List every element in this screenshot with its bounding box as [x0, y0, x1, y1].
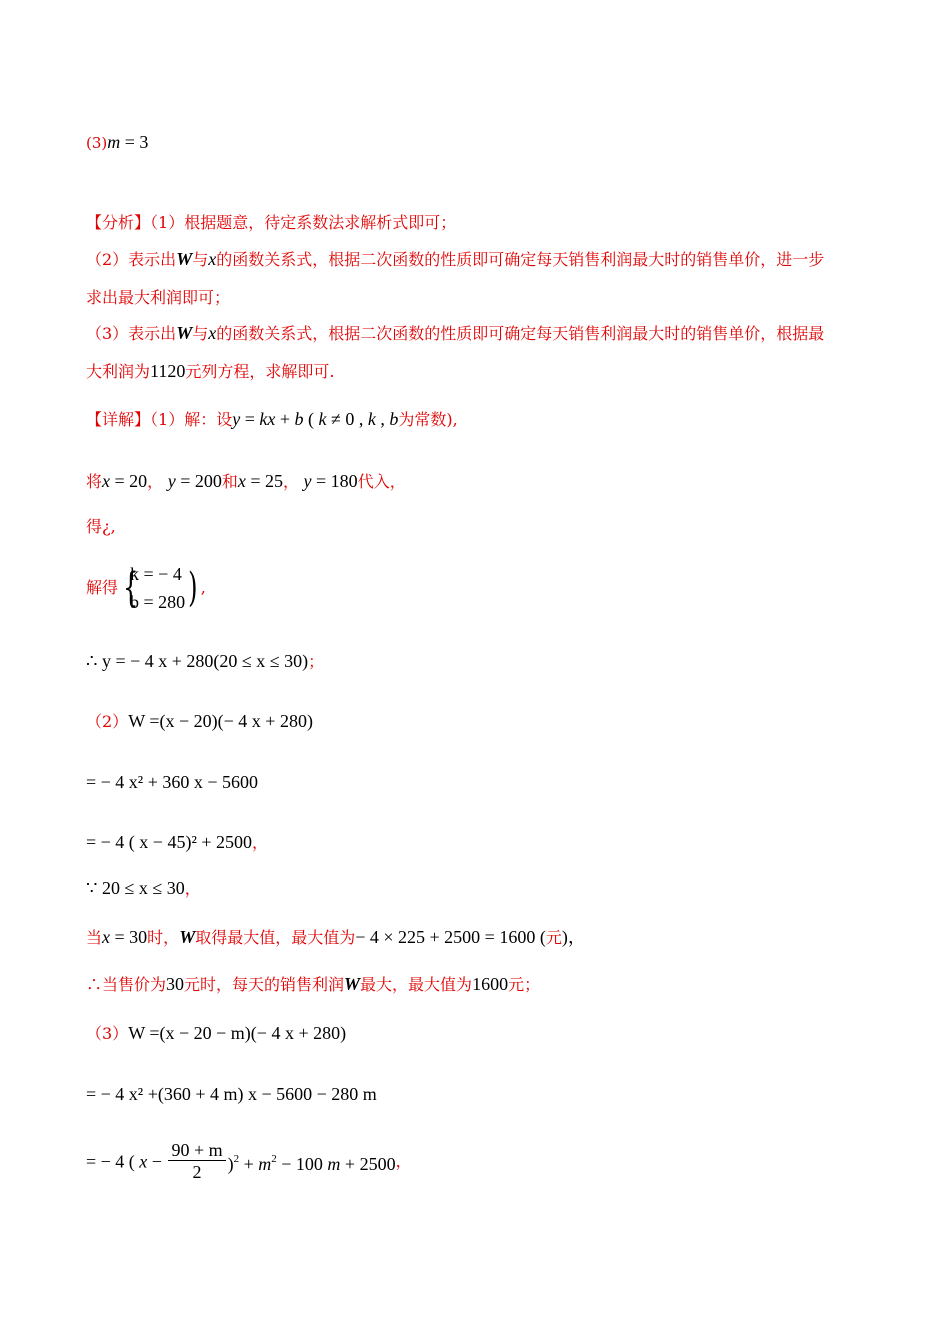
detail-part3-line3: = − 4 ( x − $\frac{90 + m}{2}$ )$^2 + m^2 - 100$ m + 2500， — [86, 1140, 412, 1182]
sub-d: ， — [283, 472, 300, 491]
price-b: 30 — [166, 974, 185, 994]
part3-expr: W =(x − 20 − m)(− 4 x + 280) — [128, 1023, 347, 1043]
part2-line3: = − 4 ( x − 45)² + 2500 — [86, 832, 252, 852]
detail-tag: 【详解】 — [86, 410, 151, 429]
when-c: 取得最大值，最大值为 — [195, 928, 356, 947]
analysis-p3c: 的函数关系式，根据二次函数的性质即可确定每天销售利润最大时的销售单价，根据最 — [216, 324, 825, 343]
answer-3-label: (3) — [86, 134, 108, 152]
analysis-line-5 — [86, 360, 334, 383]
detail-line-1: 【详解】（1）解：设y = kx + b ( k ≠ 0 , k , b为常数), — [86, 409, 458, 429]
price-e: 1600 — [472, 974, 509, 994]
sub-a: 将 — [86, 472, 103, 491]
price-a: ∴当售价为 — [86, 975, 167, 994]
sub-c: 和 — [221, 472, 238, 491]
analysis-line-1 — [86, 212, 456, 234]
detail-part2-line2 — [86, 771, 258, 794]
analysis-tag: 【分析】 — [86, 213, 151, 232]
price-f: 元； — [508, 975, 541, 994]
answer-3: (3)m = 3 — [86, 132, 149, 152]
detail-part2 — [86, 710, 313, 733]
fraction — [168, 1140, 225, 1183]
fraction-num: 90 + m — [168, 1140, 225, 1161]
price-c: 元时，每天的销售利润 — [184, 975, 345, 994]
detail-s1b: 为常数), — [398, 410, 458, 429]
solve-text: 解得 — [86, 578, 119, 597]
because-text: ∵ 20 ≤ x ≤ 30 — [86, 878, 185, 898]
detail-price: ∴当售价为30元时，每天的销售利润W最大，最大值为1600元； — [86, 974, 541, 994]
analysis-p3d: 大利润为 — [86, 362, 151, 381]
analysis-p3f: 元列方程，求解即可. — [185, 362, 335, 381]
analysis-p3e: 1120 — [150, 361, 186, 381]
semi-1: ； — [308, 652, 325, 671]
detail-substitute: 将x = 20， y = 200和x = 25， y = 180代入， — [86, 471, 406, 491]
sub-e: 代入， — [357, 472, 406, 491]
when-a: 当 — [86, 928, 103, 947]
detail-because: ∵ 20 ≤ x ≤ 30， — [86, 878, 201, 898]
detail-solve: 解得 { k = − 4 b = 280 ) , — [86, 560, 206, 620]
get-text: 得¿, — [86, 517, 116, 536]
analysis-line-3 — [86, 287, 230, 309]
analysis-line-2: （2）表示出W与x的函数关系式，根据二次函数的性质即可确定每天销售利润最大时的销售单价，进一步 — [86, 249, 825, 269]
analysis-p1: （1）根据题意，待定系数法求解析式即可； — [150, 213, 457, 232]
analysis-p2a: （2）表示出 — [86, 250, 177, 269]
therefore-1: ∴ y = − 4 x + 280(20 ≤ x ≤ 30) — [86, 651, 309, 671]
analysis-p2b: 与 — [192, 250, 209, 269]
detail-part3 — [86, 1022, 346, 1045]
analysis-p2c: 的函数关系式，根据二次函数的性质即可确定每天销售利润最大时的销售单价，进一步 — [216, 250, 825, 269]
when-b: 时， — [147, 928, 180, 947]
detail-therefore-1 — [86, 650, 324, 673]
analysis-p2d: 求出最大利润即可； — [86, 288, 231, 307]
sys-row-1: k = − 4 — [130, 564, 182, 584]
equation-system: { k = − 4 b = 280 — [118, 560, 185, 616]
detail-s1a: （1）解：设 — [150, 410, 233, 429]
analysis-p3b: 与 — [192, 324, 209, 343]
part2-expr: W =(x − 20)(− 4 x + 280) — [128, 711, 313, 731]
comma-1: ， — [252, 833, 269, 852]
part3-label: （3） — [86, 1024, 129, 1043]
part2-label: （2） — [86, 712, 129, 731]
detail-get — [86, 516, 116, 538]
when-e: )， — [561, 927, 586, 947]
when-d: 元 — [545, 928, 562, 947]
analysis-p3a: （3）表示出 — [86, 324, 177, 343]
detail-part3-line2 — [86, 1083, 377, 1106]
price-d: 最大，最大值为 — [360, 975, 473, 994]
analysis-line-4: （3）表示出W与x的函数关系式，根据二次函数的性质即可确定每天销售利润最大时的销售单价，根据最 — [86, 323, 825, 343]
part2-line2: = − 4 x² + 360 x − 5600 — [86, 772, 259, 792]
detail-when: 当x = 30时，W取得最大值，最大值为− 4 × 225 + 2500 = 1600 (元)， — [86, 927, 586, 947]
fraction-den: 2 — [192, 1162, 202, 1182]
part3-line2: = − 4 x² +(360 + 4 m) x − 5600 − 280 m — [86, 1084, 377, 1104]
sys-row-2: b = 280 — [130, 592, 186, 612]
sub-b: ， — [147, 472, 164, 491]
detail-part2-line3 — [86, 831, 268, 854]
